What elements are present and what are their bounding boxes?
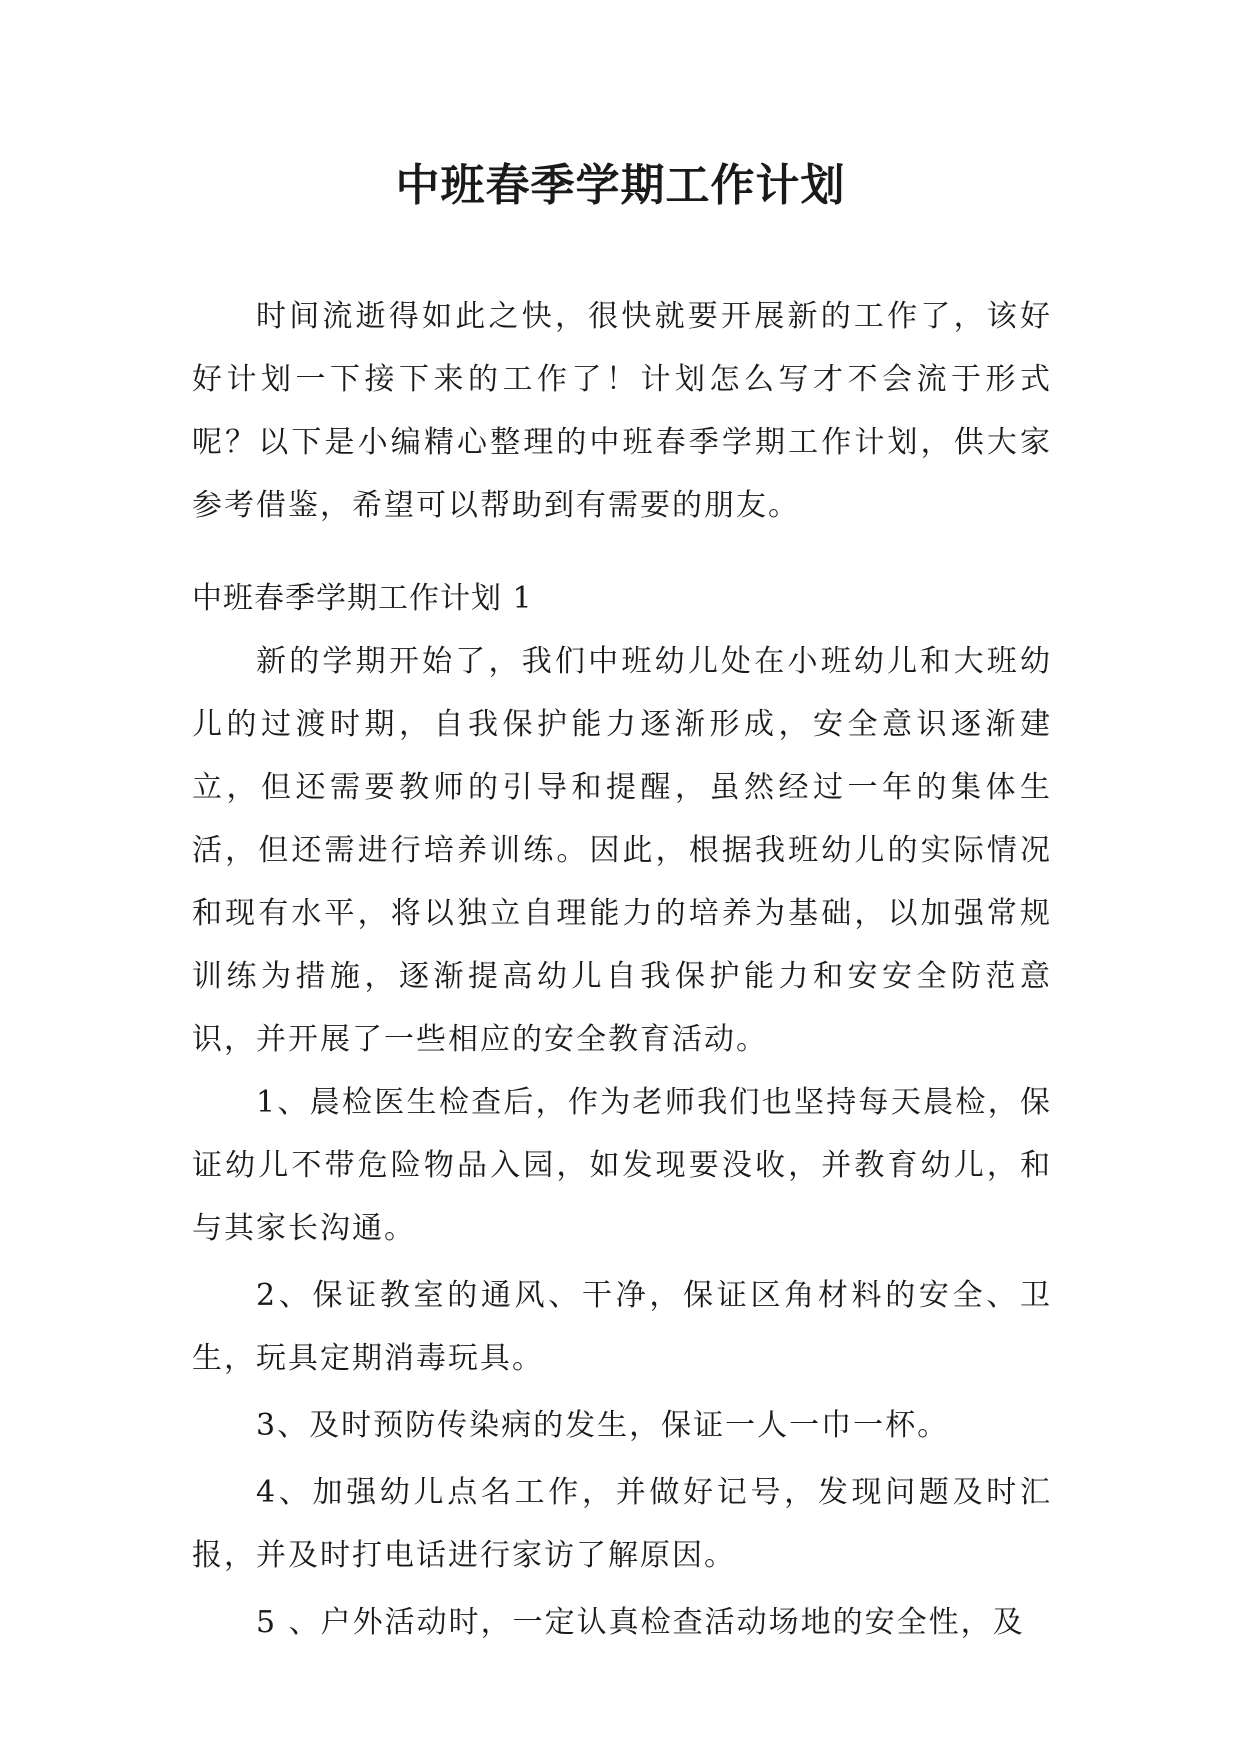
document-title: 中班春季学期工作计划 bbox=[395, 160, 846, 211]
list-item-3: 3、及时预防传染病的发生，保证一人一巾一杯。 bbox=[256, 1408, 950, 1443]
section-body-paragraph: 新的学期开始了，我们中班幼儿处在小班幼儿和大班幼儿的过渡时期，自我保护能力逐渐形成，安全意识逐渐建立，但还需要教师的引导和提醒，虽然经过一年的集体生活，但还需进行培养训练。因此，根据我班幼儿的实际情况和现有水平，将以独立自理能力的培养为基础，以加强常规训练为措施，逐渐提高幼儿自我保护能力和安安全防范意识，并开展了一些相应的安全教育活动。 bbox=[192, 644, 1052, 1057]
list-item-5: 5 、户外活动时，一定认真检查活动场地的安全性，及 bbox=[256, 1605, 1025, 1640]
intro-paragraph: 时间流逝得如此之快，很快就要开展新的工作了，该好好计划一下接下来的工作了！计划怎么写才不会流于形式呢？以下是小编精心整理的中班春季学期工作计划，供大家参考借鉴，希望可以帮助到有需要的朋友。 bbox=[192, 299, 1052, 523]
list-item-2: 2、保证教室的通风、干净，保证区角材料的安全、卫生，玩具定期消毒玩具。 bbox=[192, 1278, 1052, 1376]
section-heading: 中班春季学期工作计划 1 bbox=[192, 581, 533, 616]
document-body bbox=[192, 285, 1052, 1658]
list-item-4: 4、加强幼儿点名工作，并做好记号，发现问题及时汇报，并及时打电话进行家访了解原因。 bbox=[192, 1475, 1052, 1573]
list-item-1: 1、晨检医生检查后，作为老师我们也坚持每天晨检，保证幼儿不带危险物品入园，如发现要没收，并教育幼儿，和与其家长沟通。 bbox=[192, 1085, 1052, 1246]
